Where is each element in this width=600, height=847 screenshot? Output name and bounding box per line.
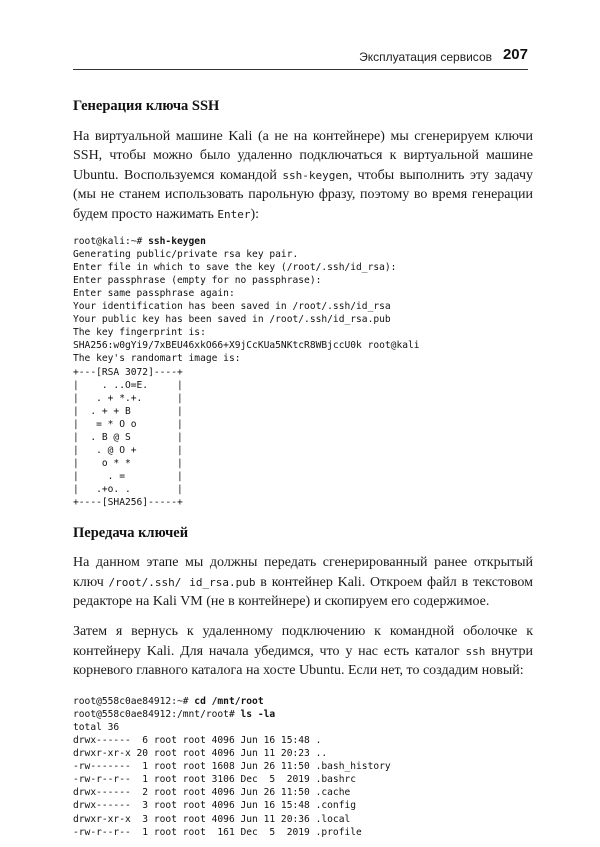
heading-ssh-keygen: Генерация ключа SSH xyxy=(73,98,220,114)
paragraph-key-transfer xyxy=(73,553,533,612)
shell-prompt: root@558c0ae84912:~# xyxy=(73,695,195,707)
paragraph-ssh-keygen-intro xyxy=(73,127,533,225)
header-divider xyxy=(73,69,528,70)
code-block-ls xyxy=(73,695,533,839)
shell-command: ssh-keygen xyxy=(148,235,206,247)
page-content xyxy=(73,97,533,845)
paragraph-text: Затем я вернусь к удаленному подключению к командной оболочке к контейнеру Kali. Для начала убедимся, что у нас есть каталог xyxy=(73,623,533,659)
paragraph-ssh-dir-check xyxy=(73,622,533,681)
command-output: total 36 drwx------ 6 root root 4096 Jun 16 15:48 . drwxr-xr-x 20 root root 4096 Jun 11 20:23 .. -rw------- 1 root root 1608 Jun 26 11:50 .bash_history -rw-r--r-- 1 root root 3106 Dec 5 2019 .bashrc drwx------ 2 root root 4096 Jun 26 11:50 .cache drwx------ 3 root root 4096 Jun 16 15:48 .config drwxr-xr-x 3 root root 4096 Jun 11 20:36 .local -rw-r--r-- 1 root root 161 Dec 5 2019 .profile xyxy=(73,721,391,838)
page-number: 207 xyxy=(502,46,528,63)
paragraph-text: На виртуальной машине Kali (а не на контейнере) мы сгенерируем ключи SSH, чтобы можно было удаленно подключаться к виртуальной машине Ubuntu. Воспользуемся командой xyxy=(73,128,533,183)
heading-key-transfer: Передача ключей xyxy=(73,524,189,541)
shell-command: ls -la xyxy=(240,708,276,720)
inline-code-pubkey-path: /root/.ssh/ id_rsa.pub xyxy=(108,575,256,589)
command-output: Generating public/private rsa key pair. Enter file in which to save the key (/root/.ssh/id_rsa): Enter passphrase (empty for no passphrase): Enter same passphrase again: Your identification has been saved in /root/.ssh/id_rsa Your public key has been saved in /root/.ssh/id_rsa.pub The key fingerprint is: SHA256:w0gYi9/7xBEU46xkO66+X9jCcKUa5NKtcR8WBjccU0k root@kali The key's randomart image is: +---[RSA 3072]----+ | . ..O=E. | | . + *.+. | | . + + B | | = * O o | | . B @ S | | . @ O + | | o * * | | . = | | .+o. . | +----[SHA256]-----+ xyxy=(73,248,420,509)
paragraph-text: , чтобы выполнить эту задачу (мы не станем использовать парольную фразу, поэтому во время генерации будем просто нажимать xyxy=(73,167,533,222)
shell-prompt: root@558c0ae84912:/mnt/root# xyxy=(73,708,241,720)
running-header-title: Эксплуатация сервисов xyxy=(359,50,492,64)
inline-code-ssh-keygen: ssh-keygen xyxy=(282,168,349,182)
paragraph-text: ): xyxy=(250,206,260,222)
paragraph-text: На данном этапе мы должны передать сгенерированный ранее открытый ключ xyxy=(73,555,533,590)
paragraph-text: внутри корневого главного каталога на хосте Ubuntu. Если нет, то создадим новый: xyxy=(73,643,533,679)
code-block-ssh-keygen xyxy=(73,235,533,510)
inline-key-enter: Enter xyxy=(217,207,251,221)
shell-command: cd /mnt/root xyxy=(194,695,264,707)
inline-code-ssh-dir: ssh xyxy=(465,644,486,658)
shell-prompt: root@kali:~# xyxy=(73,235,149,247)
paragraph-text: в контейнер Kali. Откроем файл в текстовом редакторе на Kali VM (не в контейнере) и скопируем его содержимое. xyxy=(73,574,534,610)
